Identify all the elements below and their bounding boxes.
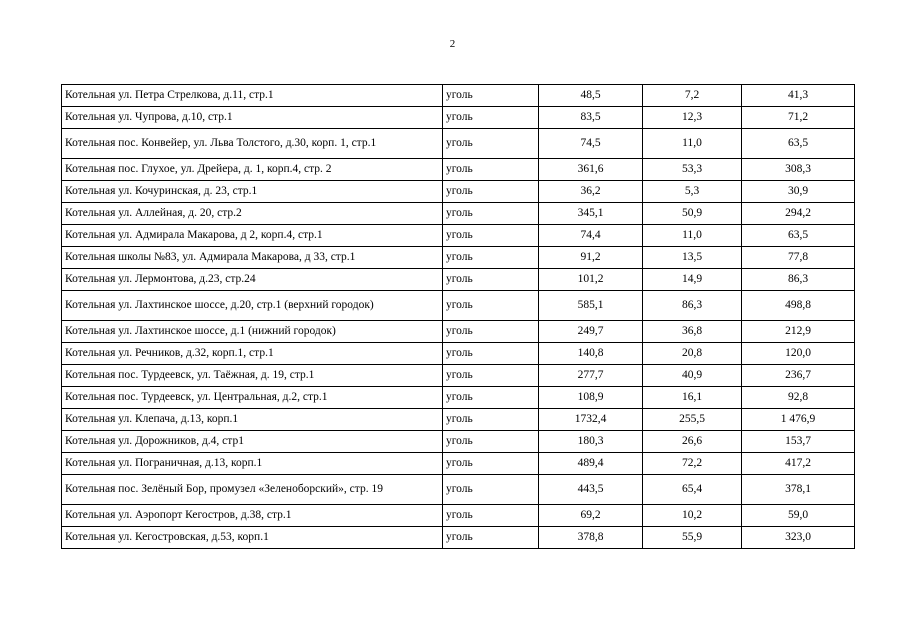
boiler-name-cell: Котельная ул. Чупрова, д.10, стр.1 xyxy=(62,107,443,129)
value-2-cell: 255,5 xyxy=(643,409,742,431)
value-1-cell: 48,5 xyxy=(539,85,643,107)
table-row xyxy=(62,409,855,431)
fuel-type-cell: уголь xyxy=(443,247,539,269)
value-1-cell: 277,7 xyxy=(539,365,643,387)
fuel-type-cell: уголь xyxy=(443,181,539,203)
value-3-cell: 236,7 xyxy=(742,365,855,387)
value-2-cell: 5,3 xyxy=(643,181,742,203)
value-2-cell: 55,9 xyxy=(643,527,742,549)
table-row xyxy=(62,387,855,409)
table-row xyxy=(62,343,855,365)
boiler-name-cell: Котельная ул. Клепача, д.13, корп.1 xyxy=(62,409,443,431)
boiler-name-cell: Котельная ул. Аэропорт Кегостров, д.38, стр.1 xyxy=(62,505,443,527)
value-1-cell: 489,4 xyxy=(539,453,643,475)
boiler-name-cell: Котельная пос. Конвейер, ул. Льва Толстого, д.30, корп. 1, стр.1 xyxy=(62,129,443,159)
value-3-cell: 77,8 xyxy=(742,247,855,269)
value-3-cell: 1 476,9 xyxy=(742,409,855,431)
value-2-cell: 36,8 xyxy=(643,321,742,343)
value-2-cell: 26,6 xyxy=(643,431,742,453)
fuel-type-cell: уголь xyxy=(443,431,539,453)
value-3-cell: 86,3 xyxy=(742,269,855,291)
value-1-cell: 108,9 xyxy=(539,387,643,409)
table-row xyxy=(62,431,855,453)
value-1-cell: 140,8 xyxy=(539,343,643,365)
value-3-cell: 120,0 xyxy=(742,343,855,365)
value-3-cell: 153,7 xyxy=(742,431,855,453)
fuel-type-cell: уголь xyxy=(443,159,539,181)
table-row xyxy=(62,505,855,527)
fuel-type-cell: уголь xyxy=(443,475,539,505)
fuel-type-cell: уголь xyxy=(443,453,539,475)
value-2-cell: 10,2 xyxy=(643,505,742,527)
value-1-cell: 249,7 xyxy=(539,321,643,343)
value-1-cell: 101,2 xyxy=(539,269,643,291)
table-row xyxy=(62,475,855,505)
value-2-cell: 14,9 xyxy=(643,269,742,291)
value-3-cell: 378,1 xyxy=(742,475,855,505)
fuel-type-cell: уголь xyxy=(443,85,539,107)
boiler-name-cell: Котельная ул. Аллейная, д. 20, стр.2 xyxy=(62,203,443,225)
value-1-cell: 180,3 xyxy=(539,431,643,453)
table-row xyxy=(62,247,855,269)
table-row xyxy=(62,159,855,181)
page-number: 2 xyxy=(449,38,456,50)
boiler-name-cell: Котельная ул. Пограничная, д.13, корп.1 xyxy=(62,453,443,475)
table-row xyxy=(62,85,855,107)
value-3-cell: 498,8 xyxy=(742,291,855,321)
table-row xyxy=(62,107,855,129)
boiler-name-cell: Котельная ул. Лермонтова, д.23, стр.24 xyxy=(62,269,443,291)
value-1-cell: 83,5 xyxy=(539,107,643,129)
boiler-name-cell: Котельная ул. Адмирала Макарова, д 2, корп.4, стр.1 xyxy=(62,225,443,247)
value-2-cell: 65,4 xyxy=(643,475,742,505)
boiler-name-cell: Котельная ул. Лахтинское шоссе, д.1 (нижний городок) xyxy=(62,321,443,343)
value-1-cell: 1732,4 xyxy=(539,409,643,431)
value-3-cell: 71,2 xyxy=(742,107,855,129)
table-row xyxy=(62,321,855,343)
value-3-cell: 41,3 xyxy=(742,85,855,107)
fuel-type-cell: уголь xyxy=(443,387,539,409)
value-1-cell: 345,1 xyxy=(539,203,643,225)
value-3-cell: 30,9 xyxy=(742,181,855,203)
boiler-name-cell: Котельная ул. Петра Стрелкова, д.11, стр.1 xyxy=(62,85,443,107)
fuel-type-cell: уголь xyxy=(443,409,539,431)
value-2-cell: 86,3 xyxy=(643,291,742,321)
value-2-cell: 13,5 xyxy=(643,247,742,269)
fuel-type-cell: уголь xyxy=(443,321,539,343)
fuel-type-cell: уголь xyxy=(443,225,539,247)
value-2-cell: 72,2 xyxy=(643,453,742,475)
boiler-name-cell: Котельная школы №83, ул. Адмирала Макарова, д 33, стр.1 xyxy=(62,247,443,269)
table-row xyxy=(62,453,855,475)
fuel-type-cell: уголь xyxy=(443,269,539,291)
fuel-type-cell: уголь xyxy=(443,527,539,549)
value-1-cell: 585,1 xyxy=(539,291,643,321)
value-1-cell: 443,5 xyxy=(539,475,643,505)
value-3-cell: 59,0 xyxy=(742,505,855,527)
value-3-cell: 212,9 xyxy=(742,321,855,343)
fuel-type-cell: уголь xyxy=(443,129,539,159)
value-1-cell: 69,2 xyxy=(539,505,643,527)
value-2-cell: 16,1 xyxy=(643,387,742,409)
table-row xyxy=(62,527,855,549)
fuel-type-cell: уголь xyxy=(443,365,539,387)
value-3-cell: 308,3 xyxy=(742,159,855,181)
fuel-type-cell: уголь xyxy=(443,505,539,527)
value-1-cell: 74,5 xyxy=(539,129,643,159)
value-3-cell: 63,5 xyxy=(742,129,855,159)
boiler-table xyxy=(61,84,855,549)
value-2-cell: 20,8 xyxy=(643,343,742,365)
value-1-cell: 361,6 xyxy=(539,159,643,181)
value-3-cell: 323,0 xyxy=(742,527,855,549)
table-row xyxy=(62,129,855,159)
value-3-cell: 294,2 xyxy=(742,203,855,225)
value-2-cell: 40,9 xyxy=(643,365,742,387)
table-row xyxy=(62,225,855,247)
table-row xyxy=(62,365,855,387)
fuel-type-cell: уголь xyxy=(443,343,539,365)
value-2-cell: 7,2 xyxy=(643,85,742,107)
value-1-cell: 36,2 xyxy=(539,181,643,203)
value-1-cell: 91,2 xyxy=(539,247,643,269)
boiler-name-cell: Котельная пос. Зелёный Бор, промузел «Зеленоборский», стр. 19 xyxy=(62,475,443,505)
boiler-name-cell: Котельная пос. Глухое, ул. Дрейера, д. 1, корп.4, стр. 2 xyxy=(62,159,443,181)
boiler-name-cell: Котельная ул. Речников, д.32, корп.1, стр.1 xyxy=(62,343,443,365)
value-3-cell: 63,5 xyxy=(742,225,855,247)
value-1-cell: 378,8 xyxy=(539,527,643,549)
fuel-type-cell: уголь xyxy=(443,107,539,129)
value-2-cell: 12,3 xyxy=(643,107,742,129)
fuel-type-cell: уголь xyxy=(443,291,539,321)
boiler-name-cell: Котельная ул. Кочуринская, д. 23, стр.1 xyxy=(62,181,443,203)
value-2-cell: 11,0 xyxy=(643,129,742,159)
table-row xyxy=(62,181,855,203)
boiler-name-cell: Котельная пос. Турдеевск, ул. Центральная, д.2, стр.1 xyxy=(62,387,443,409)
value-2-cell: 53,3 xyxy=(643,159,742,181)
boiler-name-cell: Котельная ул. Дорожников, д.4, стр1 xyxy=(62,431,443,453)
value-2-cell: 11,0 xyxy=(643,225,742,247)
value-2-cell: 50,9 xyxy=(643,203,742,225)
boiler-name-cell: Котельная пос. Турдеевск, ул. Таёжная, д. 19, стр.1 xyxy=(62,365,443,387)
boiler-name-cell: Котельная ул. Лахтинское шоссе, д.20, стр.1 (верхний городок) xyxy=(62,291,443,321)
value-3-cell: 417,2 xyxy=(742,453,855,475)
value-1-cell: 74,4 xyxy=(539,225,643,247)
table-row xyxy=(62,269,855,291)
table-row xyxy=(62,291,855,321)
table-row xyxy=(62,203,855,225)
fuel-type-cell: уголь xyxy=(443,203,539,225)
boiler-name-cell: Котельная ул. Кегостровская, д.53, корп.1 xyxy=(62,527,443,549)
value-3-cell: 92,8 xyxy=(742,387,855,409)
